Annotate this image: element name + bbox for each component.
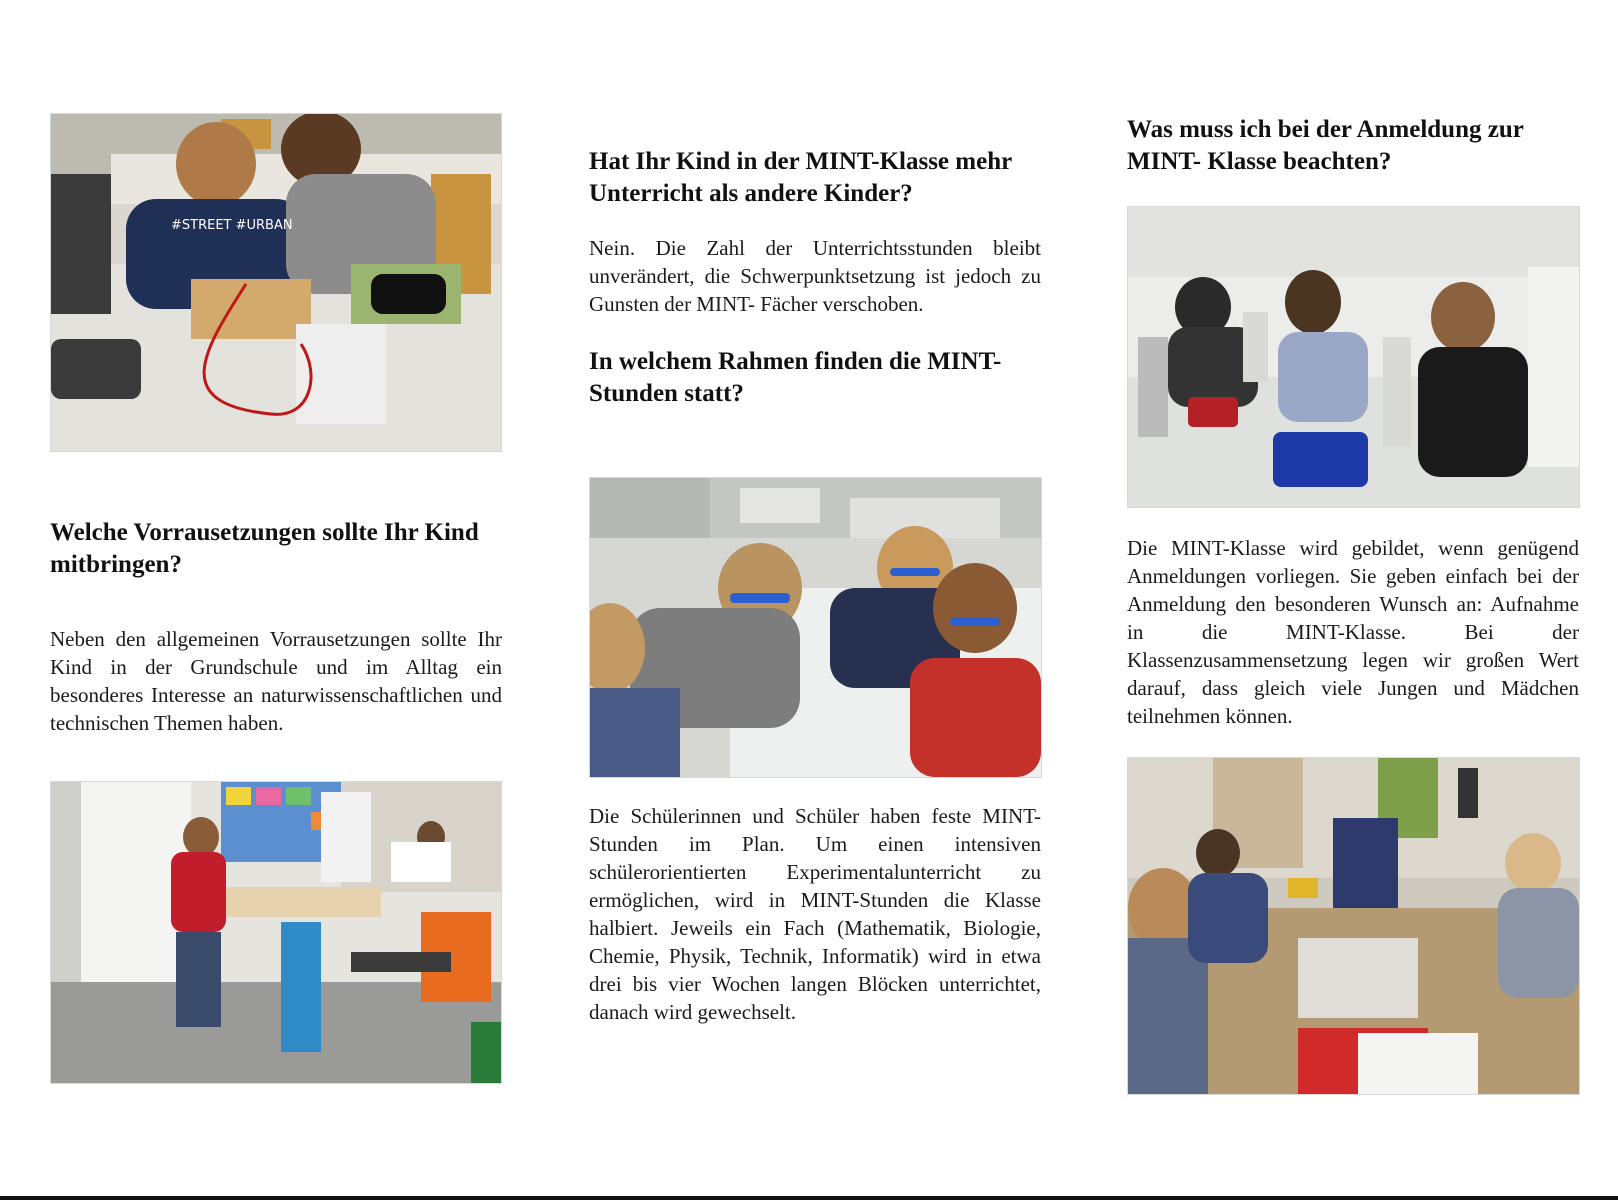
left-paragraph: Neben den allgemeinen Vorrausetzungen sollte Ihr Kind in der Grundschule und im Alltag ein besonderes Interesse an naturwissenschaftlichen und technischen Themen haben. <box>50 627 502 735</box>
middle-heading-1: Hat Ihr Kind in der MINT-Klasse mehr Unterricht als andere Kinder? <box>589 148 1012 207</box>
photo-boys-circuit-board <box>50 113 502 452</box>
right-heading: Was muss ich bei der Anmeldung zur MINT- Klasse beachten? <box>1127 116 1524 175</box>
photo-classroom-boy <box>50 781 502 1084</box>
shirt-print-text: #STREET #URBAN <box>171 218 293 233</box>
right-paragraph: Die MINT-Klasse wird gebildet, wenn genügend Anmeldungen vorliegen. Sie geben einfach bei der Anmeldung den besonderen Wunsch an: Aufnahme in die MINT-Klasse. Bei der Klassenzusammensetzung legen wir großen Wert darauf, dass gleich viele Jungen und Mädchen teilnehmen können. <box>1127 536 1579 728</box>
middle-section-bottom <box>589 802 1041 1026</box>
middle-heading-2: In welchem Rahmen finden die MINT-Stunden statt? <box>589 348 1002 407</box>
middle-paragraph-1: Nein. Die Zahl der Unterrichtsstunden bleibt unverändert, die Schwerpunktsetzung ist jedoch zu Gunsten der MINT- Fächer verschoben. <box>589 236 1041 316</box>
photo-students-goggles <box>589 477 1042 778</box>
page-bottom-rule <box>0 1196 1618 1200</box>
middle-section-top <box>589 146 1041 410</box>
left-heading: Welche Vorrausetzungen sollte Ihr Kind mitbringen? <box>50 519 479 578</box>
right-section-top <box>1127 114 1579 178</box>
left-section <box>50 517 502 737</box>
photo-microscopes <box>1127 206 1580 508</box>
middle-paragraph-2: Die Schülerinnen und Schüler haben feste MINT-Stunden im Plan. Um einen intensiven schülerorientierten Experimentalunterricht zu ermöglichen, wird in MINT-Stunden die Klasse halbiert. Jeweils ein Fach (Mathematik, Biologie, Chemie, Physik, Technik, Informatik) wird in etwa drei bis vier Wochen langen Blöcken unterrichtet, danach wird gewechselt. <box>589 804 1041 1024</box>
right-section-middle <box>1127 534 1579 730</box>
photo-soldering-workshop <box>1127 757 1580 1095</box>
